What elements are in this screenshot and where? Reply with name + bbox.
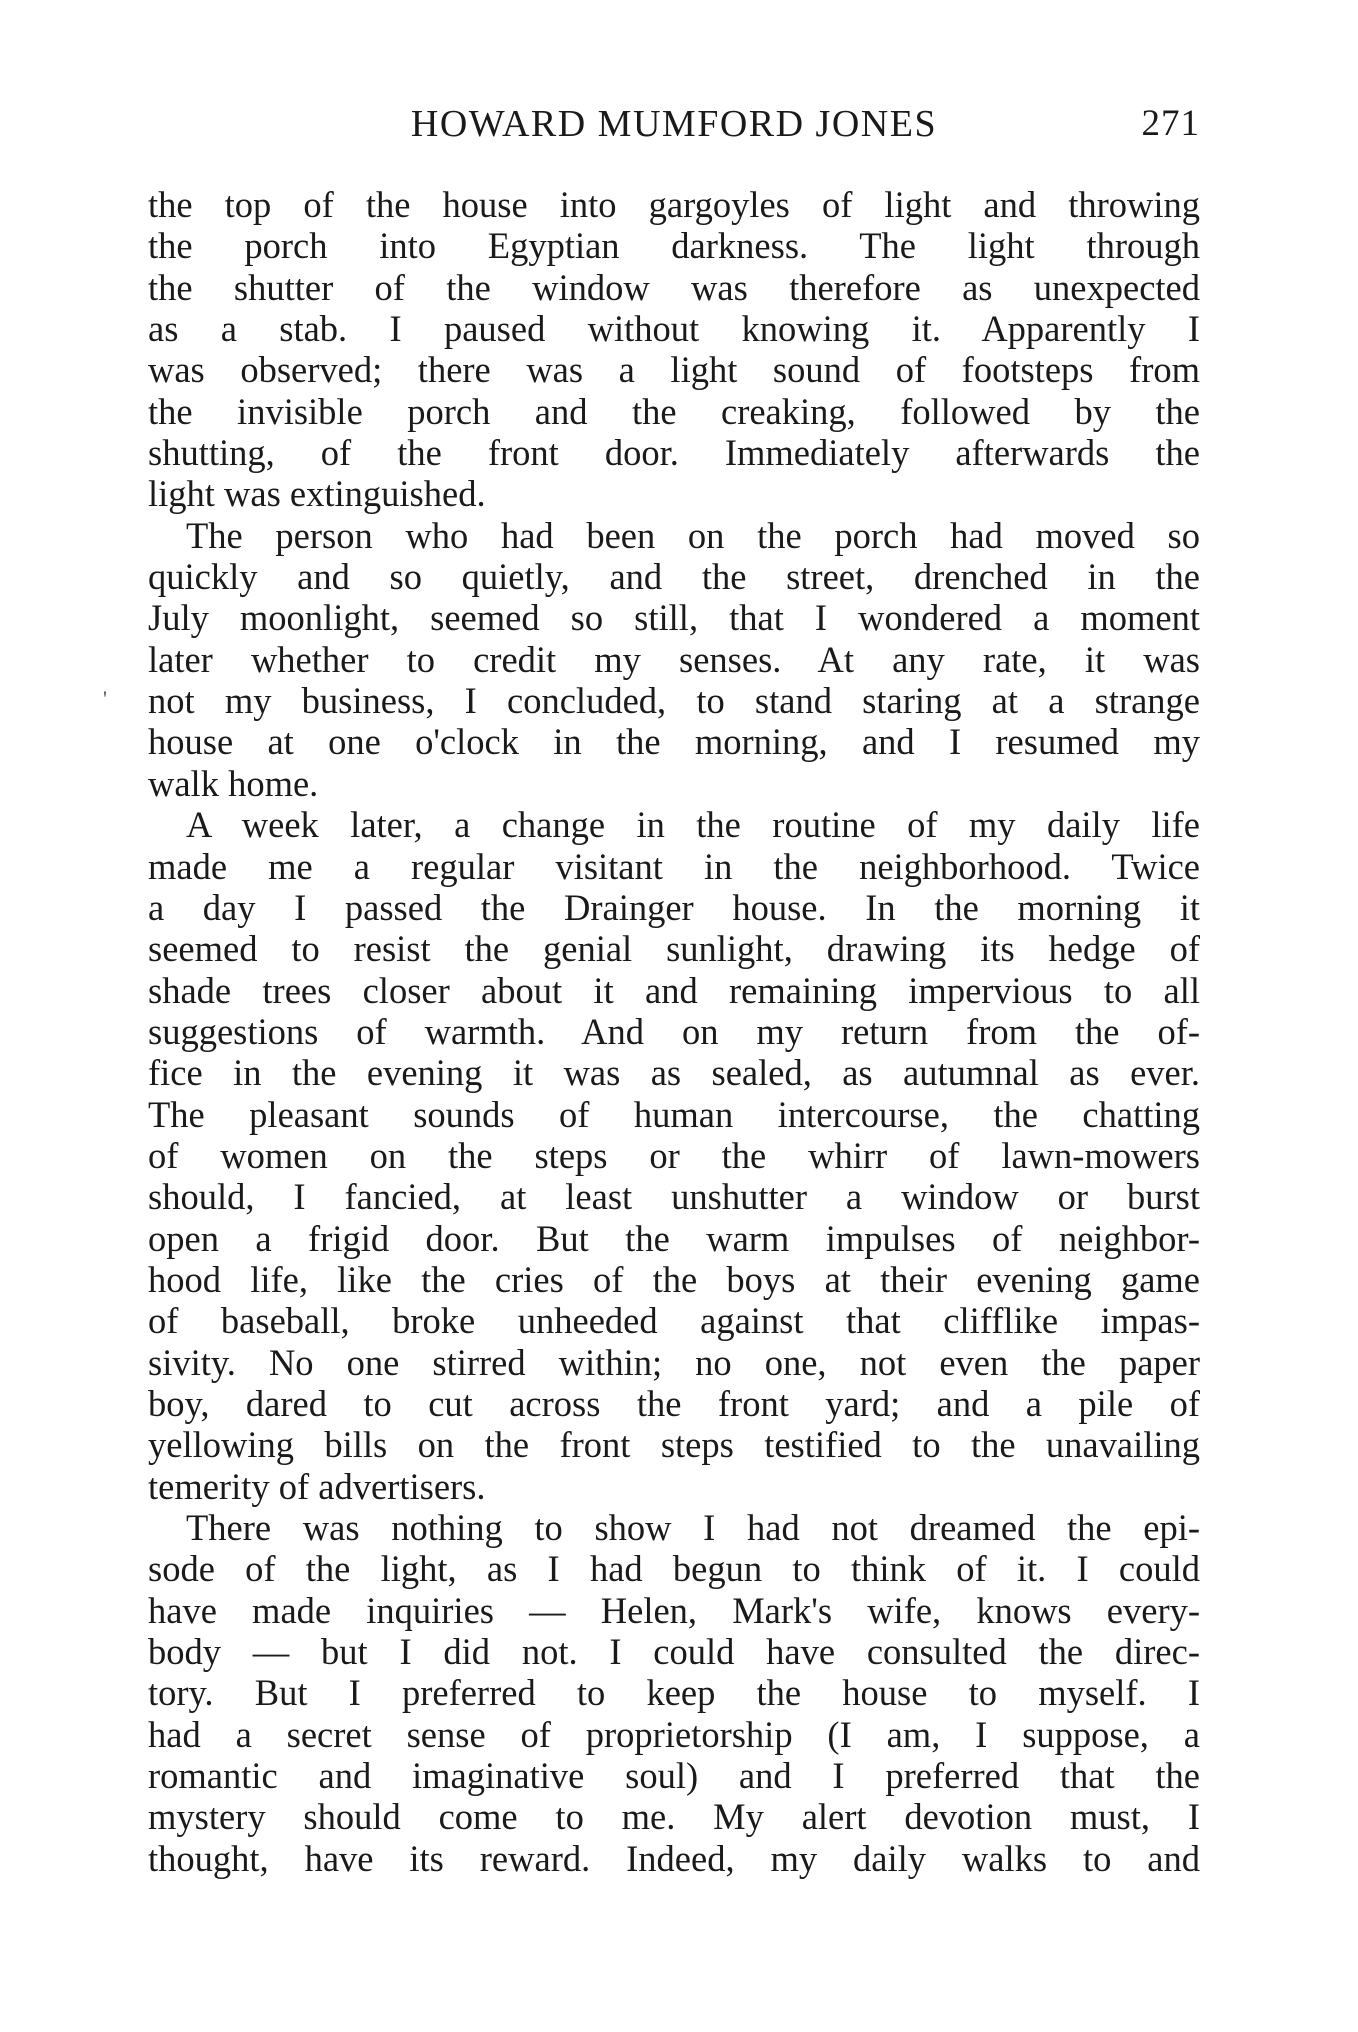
text-line: open a frigid door. But the warm impulses of neighbor- (148, 1217, 1200, 1259)
text-line: should, I fancied, at least unshutter a window or burst (148, 1176, 1200, 1218)
text-line: made me a regular visitant in the neighborhood. Twice (148, 845, 1200, 887)
text-line: temerity of advertisers. (148, 1465, 486, 1507)
text-line: not my business, I concluded, to stand staring at a strange (148, 680, 1200, 722)
text-line: fice in the evening it was as sealed, as autumnal as ever. (148, 1052, 1200, 1094)
text-line: have made inquiries — Helen, Mark's wife, knows every- (148, 1589, 1200, 1631)
text-line: of women on the steps or the whirr of lawn-mowers (148, 1134, 1200, 1176)
text-line: light was extinguished. (148, 473, 486, 515)
text-line: boy, dared to cut across the front yard; and a pile of (148, 1382, 1200, 1424)
text-line: body — but I did not. I could have consulted the direc- (148, 1631, 1200, 1673)
text-line: tory. But I preferred to keep the house to myself. I (148, 1672, 1200, 1714)
running-head (148, 98, 1200, 150)
body-text (148, 184, 1200, 1879)
text-line: the top of the house into gargoyles of light and throwing (148, 184, 1200, 225)
text-line: July moonlight, seemed so still, that I wondered a moment (148, 597, 1200, 639)
text-line: suggestions of warmth. And on my return from the of- (148, 1010, 1200, 1052)
text-line: as a stab. I paused without knowing it. Apparently I (148, 308, 1200, 350)
paragraph-start-line: The person who had been on the porch had moved so (186, 514, 1200, 556)
text-line: the invisible porch and the creaking, followed by the (148, 390, 1200, 432)
text-line: The pleasant sounds of human intercourse, the chatting (148, 1093, 1200, 1135)
text-line: was observed; there was a light sound of footsteps from (148, 349, 1200, 391)
text-line: thought, have its reward. Indeed, my daily walks to and (148, 1837, 1200, 1879)
text-line: house at one o'clock in the morning, and I resumed my (148, 721, 1200, 763)
text-line: sode of the light, as I had begun to think of it. I could (148, 1548, 1200, 1590)
text-line: shade trees closer about it and remaining impervious to all (148, 969, 1200, 1011)
text-line: the porch into Egyptian darkness. The light through (148, 225, 1200, 267)
text-line: of baseball, broke unheeded against that clifflike impas- (148, 1300, 1200, 1342)
text-line: later whether to credit my senses. At any rate, it was (148, 638, 1200, 680)
text-line: the shutter of the window was therefore as unexpected (148, 266, 1200, 308)
text-line: mystery should come to me. My alert devotion must, I (148, 1796, 1200, 1838)
paragraph-start-line: There was nothing to show I had not dreamed the epi- (186, 1507, 1200, 1548)
text-line: seemed to resist the genial sunlight, drawing its hedge of (148, 928, 1200, 970)
text-line: romantic and imaginative soul) and I preferred that the (148, 1755, 1200, 1797)
text-line: sivity. No one stirred within; no one, not even the paper (148, 1341, 1200, 1383)
margin-mark: ' (103, 686, 107, 711)
page-number: 271 (1141, 103, 1200, 144)
text-line: hood life, like the cries of the boys at their evening game (148, 1258, 1200, 1300)
text-line: walk home. (148, 762, 319, 804)
text-line: a day I passed the Drainger house. In the morning it (148, 886, 1200, 928)
running-title: HOWARD MUMFORD JONES (410, 103, 938, 145)
text-line: quickly and so quietly, and the street, drenched in the (148, 556, 1200, 598)
text-line: had a secret sense of proprietorship (I am, I suppose, a (148, 1713, 1200, 1755)
paragraph-start-line: A week later, a change in the routine of my daily life (186, 804, 1200, 846)
text-line: shutting, of the front door. Immediately afterwards the (148, 432, 1200, 474)
text-line: yellowing bills on the front steps testified to the unavailing (148, 1424, 1200, 1466)
